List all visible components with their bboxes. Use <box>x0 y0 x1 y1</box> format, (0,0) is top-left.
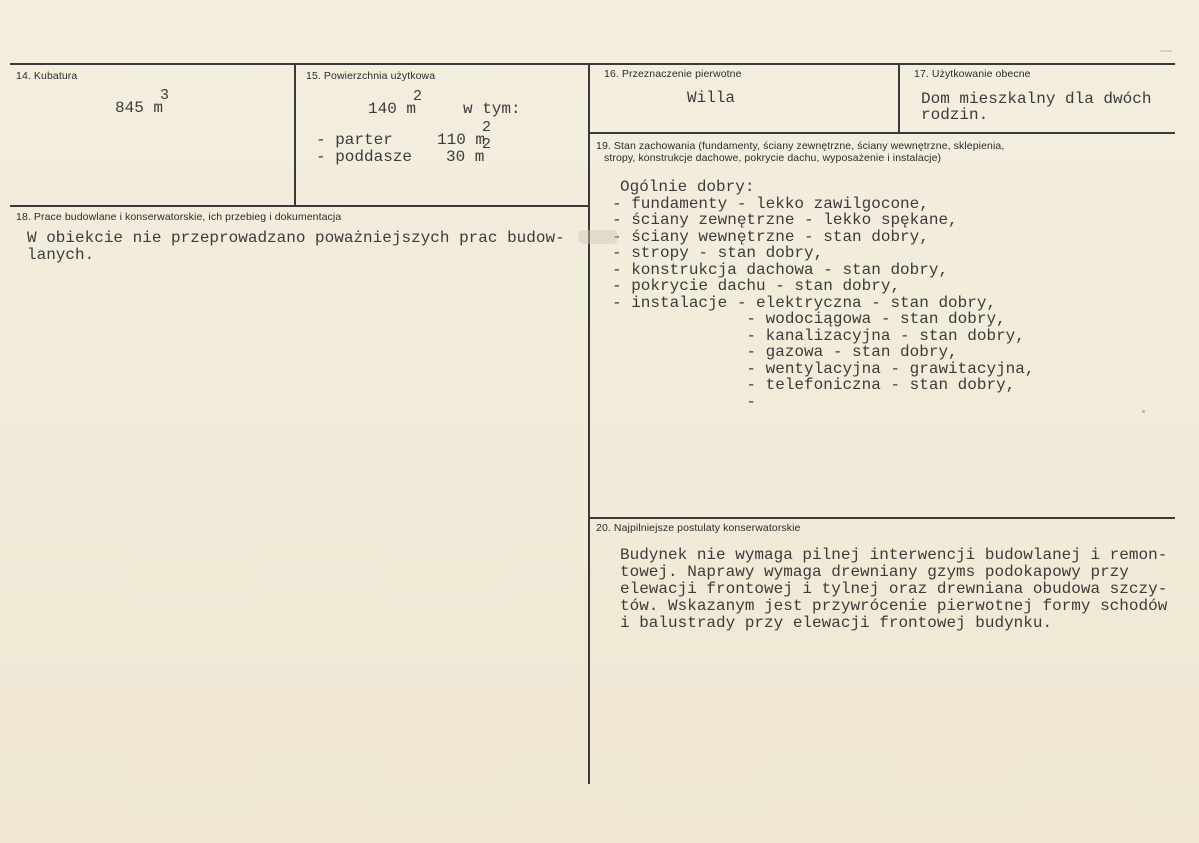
field-19-label: 19. Stan zachowania (fundamenty, ściany zewnętrzne, ściany wewnętrzne, sklepienia, <box>596 140 1005 152</box>
paper-smudge <box>578 230 618 244</box>
field-15-row-value: 30 m <box>446 148 485 166</box>
top-rule <box>10 63 1175 65</box>
field-18-label: 18. Prace budowlane i konserwatorskie, ich przebieg i dokumentacja <box>16 211 342 223</box>
field-16-label: 16. Przeznaczenie pierwotne <box>604 68 742 80</box>
field-20-line: tów. Wskazanym jest przywrócenie pierwotnej formy schodów <box>620 597 1168 615</box>
field-19-line: - gazowa - stan dobry, <box>612 343 958 361</box>
field-19-label: stropy, konstrukcje dachowe, pokrycie dachu, wyposażenie i instalacje) <box>604 152 942 164</box>
field-20-line: towej. Naprawy wymaga drewniany gzyms podokapowy przy <box>620 563 1129 581</box>
field-17-line: rodzin. <box>921 106 989 124</box>
field-20-line: elewacji frontowej i tylnej oraz drewniana obudowa szczy- <box>620 580 1168 598</box>
field-15-row-name: - parter <box>316 131 393 149</box>
paper-speck <box>1160 50 1172 52</box>
field-18-line: W obiekcie nie przeprowadzano poważniejszych prac budow- <box>27 229 565 247</box>
field-15-row-value: 110 m <box>437 131 486 149</box>
rule-above-18 <box>10 205 590 207</box>
field-19-line: - kanalizacyjna - stan dobry, <box>612 326 1025 345</box>
field-19-line: Ogólnie dobry: <box>620 178 755 196</box>
field-18-line: lanych. <box>27 246 95 264</box>
field-19-line: - konstrukcja dachowa - stan dobry, <box>612 260 949 279</box>
field-19-line: - pokrycie dachu - stan dobry, <box>612 277 901 295</box>
field-15-in-that: w tym: <box>463 100 521 118</box>
field-15-total: 140 m <box>368 100 417 118</box>
divider-16-17 <box>898 64 900 132</box>
field-16-value: Willa <box>687 89 736 107</box>
field-19-line: - <box>612 392 757 411</box>
field-17-line: Dom mieszkalny dla dwóch <box>921 90 1152 108</box>
field-14-value: 845 m <box>115 99 164 117</box>
divider-main <box>588 64 590 784</box>
divider-14-15 <box>294 64 296 205</box>
field-15-row-sup: 2 <box>482 119 492 136</box>
field-19-line: - instalacje - elektryczna - stan dobry, <box>612 293 997 312</box>
field-14-label: 14. Kubatura <box>16 70 78 82</box>
field-15-label: 15. Powierzchnia użytkowa <box>306 70 436 82</box>
field-15-row-sup: 2 <box>482 136 492 153</box>
field-19-line: - ściany wewnętrzne - stan dobry, <box>612 227 929 246</box>
field-19-line: - fundamenty - lekko zawilgocone, <box>612 194 929 213</box>
rule-below-16-17 <box>590 132 1175 134</box>
field-15-row-name: - poddasze <box>316 148 413 166</box>
field-20-line: Budynek nie wymaga pilnej interwencji budowlanej i remon- <box>620 546 1168 564</box>
field-14-sup: 3 <box>160 87 170 104</box>
paper-speck <box>1142 410 1145 413</box>
field-19-line: - telefoniczna - stan dobry, <box>612 376 1016 394</box>
field-15-total-sup: 2 <box>413 88 423 105</box>
field-17-label: 17. Użytkowanie obecne <box>914 68 1031 80</box>
rule-above-20 <box>590 517 1175 519</box>
field-19-line: - stropy - stan dobry, <box>612 244 824 262</box>
field-19-line: - ściany zewnętrzne - lekko spękane, <box>612 211 958 229</box>
field-19-line: - wentylacyjna - grawitacyjna, <box>612 359 1035 378</box>
field-20-label: 20. Najpilniejsze postulaty konserwatorskie <box>596 522 801 534</box>
field-19-line: - wodociągowa - stan dobry, <box>612 310 1006 328</box>
field-20-line: i balustrady przy elewacji frontowej budynku. <box>620 614 1053 632</box>
